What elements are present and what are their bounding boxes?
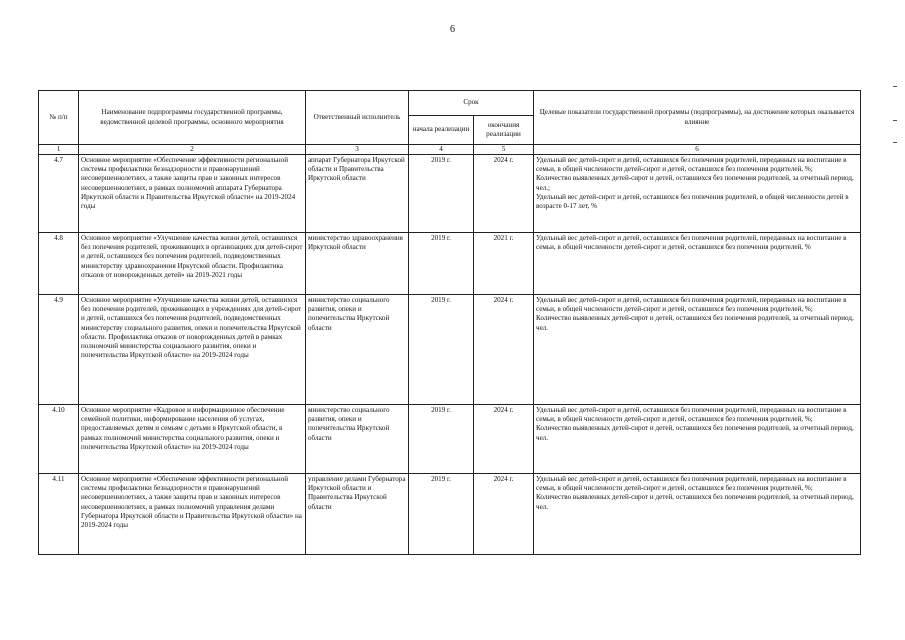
header-term: Срок bbox=[409, 91, 534, 116]
row-end-year: 2024 г. bbox=[474, 405, 534, 474]
row-executor: министерство социального развития, опеки и попечительства Иркутской области bbox=[306, 295, 409, 405]
row-targets bbox=[534, 405, 861, 474]
row-measure-name: Основное мероприятие «Обеспечение эффективности региональной системы профилактики безнадзорности и правонарушений несовершеннолетних, а также защиты прав и законных интересов несовершеннолетних, в рамках полномочий управления делами Губернатора Иркутской области и Правительства Иркутской области» на 2019-2024 годы bbox=[79, 474, 306, 555]
row-executor: управление делами Губернатора Иркутской области и Правительства Иркутской области bbox=[306, 474, 409, 555]
target-indicator: Количество выявленных детей-сирот и детей, оставшихся без попечения родителей, за отчетный период, чел. bbox=[536, 493, 854, 511]
table-row bbox=[39, 295, 861, 405]
row-measure-name: Основное мероприятие «Обеспечение эффективности региональной системы профилактики безнадзорности и правонарушений несовершеннолетних, а также защиты прав и законных интересов несовершеннолетних, в рамках полномочий аппарата Губернатора Иркутской области и Правительства Иркутской области» на 2019-2024 годы bbox=[79, 155, 306, 233]
table-row bbox=[39, 155, 861, 233]
column-index-row bbox=[39, 145, 861, 155]
column-index: 2 bbox=[79, 145, 306, 155]
column-index: 5 bbox=[474, 145, 534, 155]
column-index: 1 bbox=[39, 145, 79, 155]
row-targets bbox=[534, 233, 861, 295]
header-name: Наименование подпрограммы государственной программы, ведомственной целевой программы, основного мероприятия bbox=[79, 91, 306, 145]
table-row bbox=[39, 405, 861, 474]
target-indicator: Удельный вес детей-сирот и детей, оставшихся без попечения родителей, переданных на воспитание в семьи, в общей численности детей-сирот и детей, оставшихся без попечения родителей, %; bbox=[536, 406, 847, 424]
scan-artifact bbox=[893, 120, 897, 121]
target-indicator: Удельный вес детей-сирот и детей, оставшихся без попечения родителей, переданных на воспитание в семьи, в общей численности детей-сирот и детей, оставшихся без попечения родителей, %; bbox=[536, 296, 847, 314]
target-indicator: Количество выявленных детей-сирот и детей, оставшихся без попечения родителей, за отчетный период, чел.; bbox=[536, 174, 854, 192]
row-end-year: 2024 г. bbox=[474, 295, 534, 405]
row-start-year: 2019 г. bbox=[409, 474, 474, 555]
header-targets: Целевые показатели государственной программы (подпрограммы), на достижение которых оказывается влияние bbox=[534, 91, 861, 145]
row-number: 4.11 bbox=[39, 474, 79, 555]
row-start-year: 2019 г. bbox=[409, 295, 474, 405]
row-number: 4.8 bbox=[39, 233, 79, 295]
target-indicator: Удельный вес детей-сирот и детей, оставшихся без попечения родителей, переданных на воспитание в семьи, в общей численности детей-сирот и детей, оставшихся без попечения родителей, %; bbox=[536, 156, 847, 174]
scan-artifact bbox=[893, 142, 897, 143]
header-executor: Ответственный исполнитель bbox=[306, 91, 409, 145]
row-end-year: 2024 г. bbox=[474, 155, 534, 233]
row-number: 4.10 bbox=[39, 405, 79, 474]
row-measure-name: Основное мероприятие «Улучшение качества жизни детей, оставшихся без попечения родителей, проживающих в организациях для детей-сирот и детей, оставшихся без попечения родителей, подведомственных министерству здравоохранения Иркутской области. Профилактика отказов от новорожденных детей» на 2019-2021 годы bbox=[79, 233, 306, 295]
row-start-year: 2019 г. bbox=[409, 405, 474, 474]
row-executor: министерство социального развития, опеки и попечительства Иркутской области bbox=[306, 405, 409, 474]
column-index: 4 bbox=[409, 145, 474, 155]
row-end-year: 2021 г. bbox=[474, 233, 534, 295]
column-index: 6 bbox=[534, 145, 861, 155]
header-start: начала реализации bbox=[409, 116, 474, 145]
target-indicator: Количество выявленных детей-сирот и детей, оставшихся без попечения родителей, за отчетный период, чел. bbox=[536, 424, 854, 442]
scan-artifact bbox=[893, 86, 897, 87]
target-indicator: Удельный вес детей-сирот и детей, оставшихся без попечения родителей, в общей численности детей в возрасте 0-17 лет, % bbox=[536, 192, 849, 211]
program-table bbox=[38, 90, 861, 555]
row-targets bbox=[534, 295, 861, 405]
header-num: № п/п bbox=[39, 91, 79, 145]
target-indicator: Количество выявленных детей-сирот и детей, оставшихся без попечения родителей, за отчетный период, чел. bbox=[536, 314, 854, 332]
row-targets bbox=[534, 155, 861, 233]
row-measure-name: Основное мероприятие «Улучшение качества жизни детей, оставшихся без попечения родителей, проживающих в учреждениях для детей-сирот и детей, оставшихся без попечения родителей, подведомственных министерству социального развития, опеки и попечительства Иркутской области. Профилактика отказов от новорожденных детей в рамках полномочий министерства социального развития, опеки и попечительства Иркутской области» на 2019-2024 годы bbox=[79, 295, 306, 405]
column-index: 3 bbox=[306, 145, 409, 155]
row-number: 4.9 bbox=[39, 295, 79, 405]
row-executor: аппарат Губернатора Иркутской области и Правительства Иркутской области bbox=[306, 155, 409, 233]
row-start-year: 2019 г. bbox=[409, 233, 474, 295]
row-start-year: 2019 г. bbox=[409, 155, 474, 233]
header-end: окончания реализации bbox=[474, 116, 534, 145]
row-targets bbox=[534, 474, 861, 555]
row-end-year: 2024 г. bbox=[474, 474, 534, 555]
row-measure-name: Основное мероприятие «Кадровое и информационное обеспечение семейной политики, информирование населения об услугах, предоставляемых детям и семьям с детьми в Иркутской области, в рамках полномочий министерства социального развития, опеки и попечительства Иркутской области» на 2019-2024 годы bbox=[79, 405, 306, 474]
table-row bbox=[39, 474, 861, 555]
page-number: 6 bbox=[450, 24, 455, 35]
row-number: 4.7 bbox=[39, 155, 79, 233]
row-executor: министерство здравоохранения Иркутской области bbox=[306, 233, 409, 295]
target-indicator: Удельный вес детей-сирот и детей, оставшихся без попечения родителей, переданных на воспитание в семьи, в общей численности детей-сирот и детей, оставшихся без попечения родителей, % bbox=[536, 234, 847, 252]
table-row bbox=[39, 233, 861, 295]
target-indicator: Удельный вес детей-сирот и детей, оставшихся без попечения родителей, переданных на воспитание в семьи, в общей численности детей-сирот и детей, оставшихся без попечения родителей, %; bbox=[536, 475, 847, 493]
